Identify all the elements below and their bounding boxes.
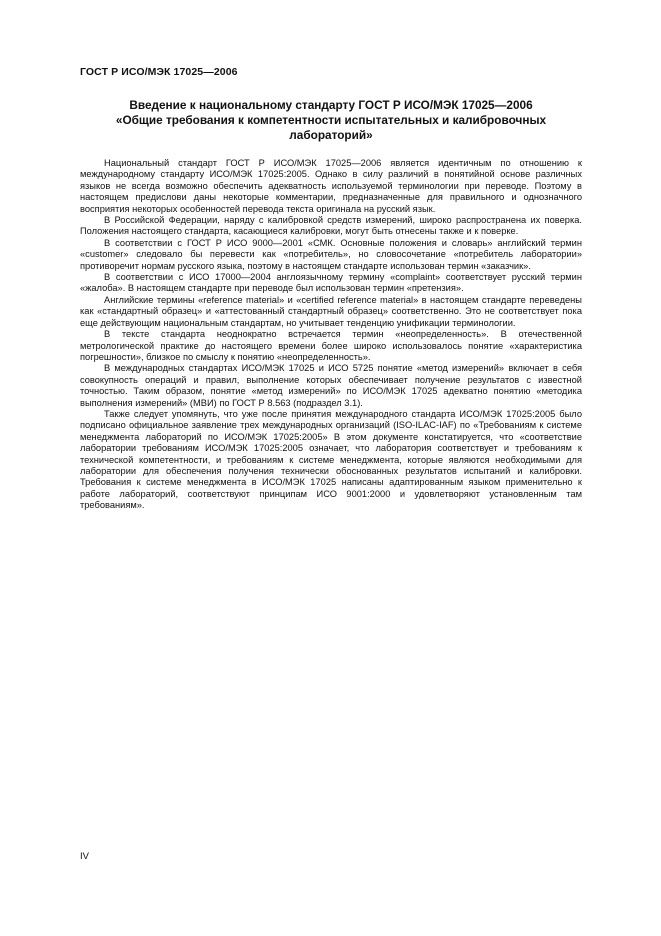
paragraph: Английские термины «reference material» и «certified reference material» в настоящем стандарте переведены как «стандартный образец» и «аттестованный стандартный образец» соответственно. Это не соответствует пока еще действующим национальным стандартам, но учитывает тенденцию унификации терминологии. (80, 294, 582, 328)
paragraph: В тексте стандарта неоднократно встречается термин «неопределенность». В отечественной метрологической практике до настоящего времени более широко использовалось понятие «характеристика погрешности», близкое по смыслу к понятию «неопределенность». (80, 329, 582, 362)
section-title (80, 98, 582, 143)
document-header: ГОСТ Р ИСО/МЭК 17025—2006 (80, 66, 238, 78)
title-line-2: «Общие требования к компетентности испытательных и калибровочных (115, 113, 547, 127)
paragraph: В международных стандартах ИСО/МЭК 17025 и ИСО 5725 понятие «метод измерений» включает в себя совокупность операций и правил, выполнение которых обеспечивает получение результатов с известной точностью. Таким образом, понятие «метод измерений» по ИСО/МЭК 17025 адекватно понятию «методика выполнения измерений» (МВИ) по ГОСТ Р 8.563 (подраздел 3.1). (80, 363, 582, 408)
paragraph: В соответствии с ГОСТ Р ИСО 9000—2001 «СМК. Основные положения и словарь» английский термин «customer» следовало бы перевести как «потребитель», но словосочетание «потребитель лаборатории» противоречит нормам русского языка, поэтому в настоящем стандарте использован термин «заказчик». (80, 237, 582, 271)
paragraph: Национальный стандарт ГОСТ Р ИСО/МЭК 17025—2006 является идентичным по отношению к международному стандарту ИСО/МЭК 17025:2005. Однако в силу различий в понятийной основе различных языков не всегда возможно обеспечить адекватность используемой терминологии при переводе. Поэтому в настоящем предислови даны некоторые комментарии, предназначенные для правильного и однозначного восприятия некоторых особенностей перевода текста оригинала на русский язык. (80, 158, 582, 214)
paragraph: Также следует упомянуть, что уже после принятия международного стандарта ИСО/МЭК 17025:2005 было подписано официальное заявление трех международных организаций (ISO-ILAC-IAF) по «Требованиям к системе менеджмента лабораторий по ИСО/МЭК 17025:2005» В этом документе констатируется, что «соответствие лаборатории требованиям ИСО/МЭК 17025:2005 означает, что лаборатория соответствует и требованиям к технической компетентности, и требованиям к системе менеджмента, которые являются необходимыми для лаборатории для обеспечения получения технически обоснованных результатов испытаний и калибровки. Требования к системе менеджмента в ИСО/МЭК 17025 написаны адаптированным языком применительно к работе лабораторий, соответствуют принципам ИСО 9001:2000 и удовлетворяют установленным там требованиям». (80, 408, 582, 511)
page-number: IV (80, 851, 89, 862)
paragraph: В Российской Федерации, наряду с калибровкой средств измерений, широко распространена их поверка. Положения настоящего стандарта, касающиеся калибровки, могут быть отнесены также и к поверке. (80, 215, 582, 237)
title-line-1: Введение к национальному стандарту ГОСТ Р ИСО/МЭК 17025—2006 (129, 98, 533, 112)
paragraph: В соответствии с ИСО 17000—2004 англоязычному термину «complaint» соответствует русский термин «жалоба». В настоящем стандарте при переводе был использован термин «претензия». (80, 272, 582, 294)
body-text (80, 158, 582, 512)
title-line-3: лабораторий» (289, 128, 373, 142)
